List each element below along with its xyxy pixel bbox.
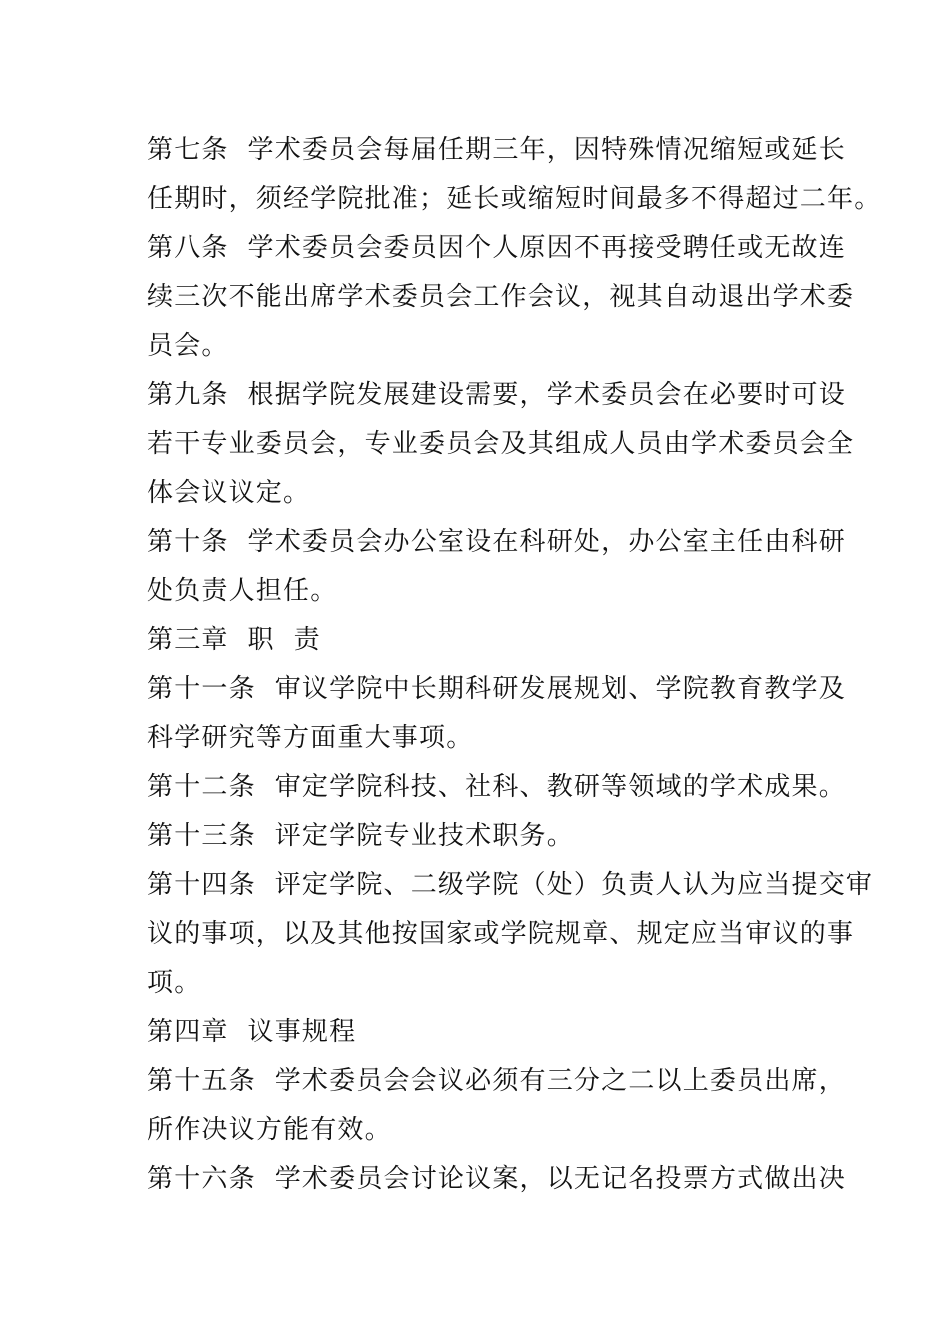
text-line: 第十六条 学术委员会讨论议案，以无记名投票方式做出决 (147, 1164, 846, 1194)
text-line: 体会议议定。 (147, 478, 311, 508)
text-line: 第十二条 审定学院科技、社科、教研等领域的学术成果。 (147, 772, 846, 802)
text-line: 员会。 (147, 331, 229, 361)
document-body (147, 126, 882, 1204)
text-line: 第十条 学术委员会办公室设在科研处，办公室主任由科研 (147, 527, 846, 557)
text-line: 第九条 根据学院发展建设需要，学术委员会在必要时可设 (147, 380, 846, 410)
text-line: 第八条 学术委员会委员因个人原因不再接受聘任或无故连 (147, 233, 846, 263)
text-line: 第十一条 审议学院中长期科研发展规划、学院教育教学及 (147, 674, 846, 704)
text-line: 议的事项，以及其他按国家或学院规章、规定应当审议的事 (147, 919, 855, 949)
text-line: 所作决议方能有效。 (147, 1115, 392, 1145)
text-line: 第十四条 评定学院、二级学院（处）负责人认为应当提交审 (147, 870, 874, 900)
text-line: 若干专业委员会，专业委员会及其组成人员由学术委员会全 (147, 429, 855, 459)
text-line: 项。 (147, 968, 202, 998)
chapter-heading: 第四章 议事规程 (147, 1017, 357, 1047)
text-line: 处负责人担任。 (147, 576, 338, 606)
text-line: 任期时，须经学院批准；延长或缩短时间最多不得超过二年。 (147, 184, 882, 214)
chapter-heading: 第三章 职 责 (147, 625, 321, 655)
text-line: 第十三条 评定学院专业技术职务。 (147, 821, 574, 851)
text-line: 科学研究等方面重大事项。 (147, 723, 474, 753)
text-line: 第十五条 学术委员会会议必须有三分之二以上委员出席， (147, 1066, 846, 1096)
text-line: 续三次不能出席学术委员会工作会议，视其自动退出学术委 (147, 282, 855, 312)
text-line: 第七条 学术委员会每届任期三年，因特殊情况缩短或延长 (147, 135, 846, 165)
